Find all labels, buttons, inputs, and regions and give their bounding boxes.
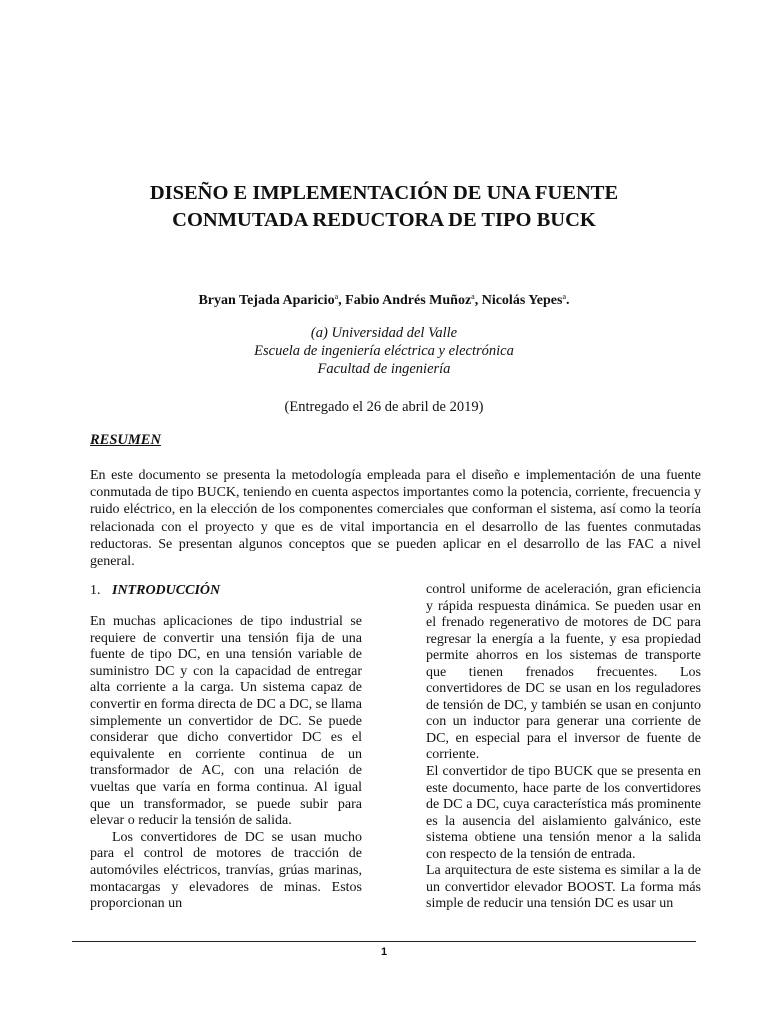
affiliation-university: (a) Universidad del Valle bbox=[310, 325, 458, 341]
section-heading bbox=[90, 582, 220, 599]
author-affiliation-mark: a bbox=[471, 292, 475, 301]
body-paragraph: En muchas aplicaciones de tipo industrial se requiere de convertir una tensión fija de una fuente de tipo DC, en una tensión variable de suministro DC y con la capacidad de entregar alta corriente a la carga. Un sistema capaz de convertir en forma directa de DC a DC, se llama simplemente un convertidor de DC. Se puede considerar que dicho convertidor DC es el equivalente en corriente continua de un transformador de AC, con una relación de vueltas que varía en forma continua. Al igual que un transformador, se puede subir para elevar o reducir la tensión de salida. bbox=[90, 614, 362, 829]
author-separator: . bbox=[566, 293, 570, 308]
affiliation-faculty: Facultad de ingeniería bbox=[317, 361, 451, 377]
author-name: Bryan Tejada Aparicio bbox=[198, 293, 335, 308]
section-title: INTRODUCCIÓN bbox=[112, 583, 221, 598]
section-number: 1. bbox=[90, 583, 101, 598]
footer-divider bbox=[72, 941, 696, 942]
author-list bbox=[80, 288, 688, 310]
affiliation-school: Escuela de ingeniería eléctrica y electrónica bbox=[254, 343, 514, 359]
author-affiliation-mark: a bbox=[334, 292, 339, 301]
author-name: Nicolás Yepes bbox=[481, 293, 563, 308]
abstract-text: En este documento se presenta la metodología empleada para el diseño e implementación de una fuente conmutada de tipo BUCK, teniendo en cuenta aspectos importantes como la potencia, corriente, frecuencia y ruido eléctrico, en la elección de los componentes comerciales que conforman el sistema, así como la teoría relacionada con el proyecto y que es de vital importancia en el desarrollo de las fuentes conmutadas reductoras. Se presentan algunos conceptos que se pueden aplicar en el desarrollo de las FAC a nivel general. bbox=[90, 468, 701, 570]
title-line-2: CONMUTADA REDUCTORA DE TIPO BUCK bbox=[172, 209, 596, 231]
body-paragraph: Los convertidores de DC se usan mucho para el control de motores de tracción de automóviles eléctricos, tranvías, grúas marinas, montacargas y elevadores de minas. Estos proporcionan un bbox=[90, 829, 362, 912]
right-column bbox=[426, 582, 701, 913]
author-affiliation-mark: a bbox=[562, 292, 567, 301]
left-column bbox=[90, 614, 362, 913]
title-line-1: DISEÑO E IMPLEMENTACIÓN DE UNA FUENTE bbox=[149, 182, 619, 204]
submission-date: (Entregado el 26 de abril de 2019) bbox=[284, 399, 484, 415]
author-separator: , bbox=[474, 293, 482, 308]
affiliation-block bbox=[80, 324, 688, 378]
body-paragraph: control uniforme de aceleración, gran eficiencia y rápida respuesta dinámica. Se pueden usar en el frenado regenerativo de motores de DC para regresar la energía a la fuente, y esa propiedad permite ahorros en los sistemas de transporte que tienen frenados frecuentes. Los convertidores de DC se usan en los reguladores de tensión de DC, y también se usan en conjunto con un inductor para generar una corriente de DC, en especial para el inversor de fuente de corriente. bbox=[426, 582, 701, 763]
author-separator: , bbox=[338, 293, 346, 308]
page-number: 1 bbox=[380, 946, 388, 958]
paper-title bbox=[80, 180, 688, 234]
body-paragraph: La arquitectura de este sistema es similar a la de un convertidor elevador BOOST. La forma más simple de reducir una tensión DC es usar un bbox=[426, 863, 701, 912]
author-name: Fabio Andrés Muñoz bbox=[345, 293, 472, 308]
body-paragraph: El convertidor de tipo BUCK que se presenta en este documento, hace parte de los convertidores de DC a DC, cuya característica más prominente es la ausencia del aislamiento galvánico, este sistema obtiene una tensión menor a la salida con respecto de la tensión de entrada. bbox=[426, 764, 701, 862]
abstract-heading: RESUMEN bbox=[90, 432, 161, 448]
